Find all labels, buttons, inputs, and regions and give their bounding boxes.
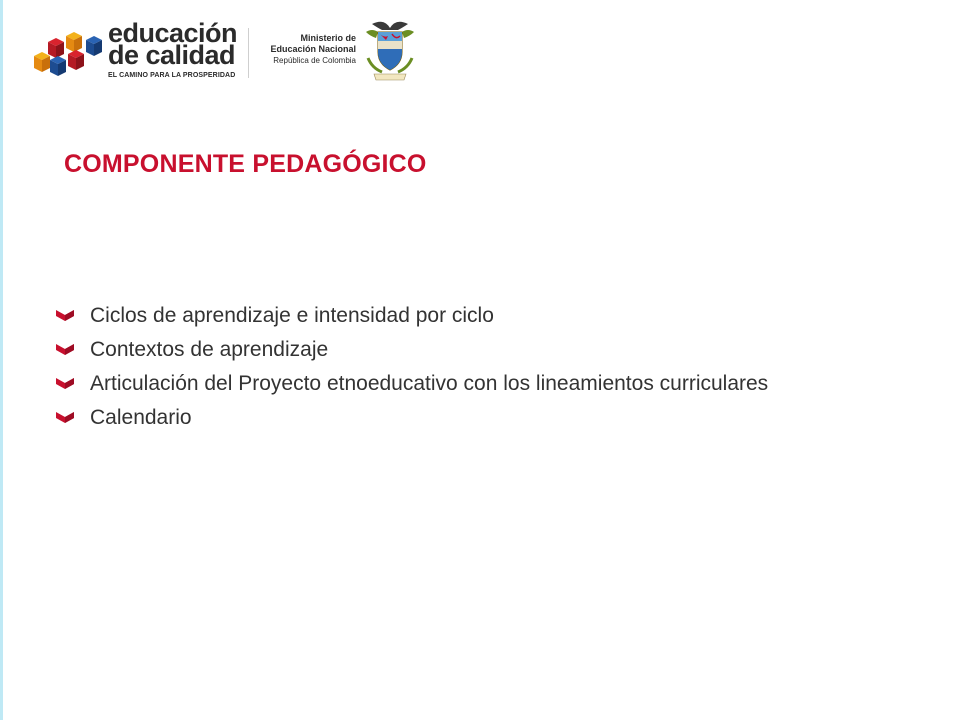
cubes-logo-icon — [30, 28, 106, 80]
brand-line-1: educación — [108, 18, 238, 48]
bullet-text: Ciclos de aprendizaje e intensidad por ciclo — [90, 304, 494, 327]
red-check-bullet-icon — [56, 376, 74, 390]
ministry-line-3: República de Colombia — [273, 56, 356, 65]
bullet-item — [56, 336, 856, 364]
left-edge-line — [0, 0, 3, 720]
slide-title: COMPONENTE PEDAGÓGICO — [64, 150, 427, 178]
bullet-text: Contextos de aprendizaje — [90, 338, 329, 361]
ministry-line-2: Educación Nacional — [270, 44, 356, 54]
red-check-bullet-icon — [56, 410, 74, 424]
logo-divider — [248, 28, 249, 78]
bullet-text: Articulación del Proyecto etnoeducativo con los lineamientos curriculares — [90, 372, 769, 395]
brand-tagline: EL CAMINO PARA LA PROSPERIDAD — [108, 72, 236, 79]
brand-line-2: de calidad — [108, 40, 236, 70]
ministry-logo-text — [264, 33, 356, 66]
coat-of-arms-icon — [362, 18, 418, 84]
bullet-item — [56, 370, 856, 398]
red-check-bullet-icon — [56, 308, 74, 322]
brand-wordmark — [108, 18, 238, 70]
bullet-list — [56, 302, 856, 438]
ministry-line-1: Ministerio de — [300, 33, 356, 43]
bullet-text: Calendario — [90, 406, 192, 429]
bullet-item — [56, 302, 856, 330]
red-check-bullet-icon — [56, 342, 74, 356]
bullet-item — [56, 404, 856, 432]
